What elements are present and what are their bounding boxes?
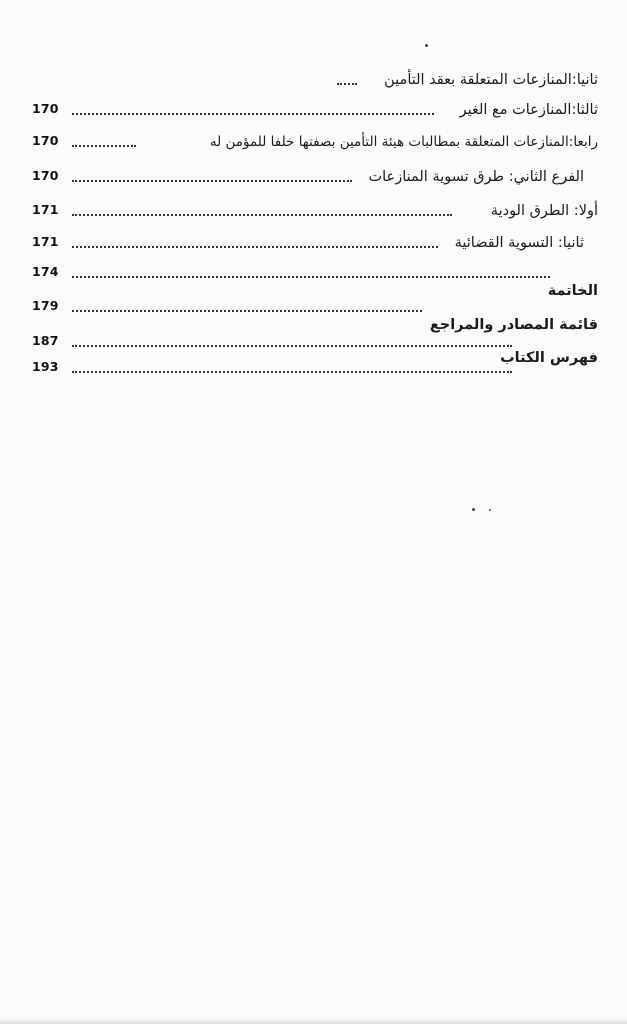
dot-leader bbox=[72, 145, 136, 147]
dot-leader bbox=[72, 276, 550, 278]
stray-mark bbox=[489, 509, 491, 511]
toc-entry bbox=[32, 98, 598, 126]
toc-entry-title: الفرع الثاني: طرق تسوية المنازعات bbox=[368, 169, 584, 185]
dot-leader bbox=[72, 345, 512, 347]
dot-leader bbox=[337, 83, 357, 85]
toc-entry-title: ثانيا:المنازعات المتعلقة بعقد التأمين bbox=[384, 72, 598, 88]
dot-leader bbox=[72, 371, 512, 373]
toc-entry-page: 179 bbox=[32, 298, 59, 313]
toc-entry bbox=[32, 68, 598, 96]
toc-entry bbox=[32, 330, 598, 366]
stray-mark bbox=[425, 44, 428, 47]
toc-entry-page: 187 bbox=[32, 333, 59, 348]
toc-entry-title: ثانيا: التسوية القضائية bbox=[454, 235, 584, 251]
page-bottom-edge bbox=[0, 1018, 627, 1024]
dot-leader bbox=[72, 246, 438, 248]
toc-entry bbox=[32, 130, 598, 158]
toc-entry bbox=[32, 165, 598, 193]
toc-entry-page: 170 bbox=[32, 101, 59, 116]
stray-mark bbox=[472, 508, 475, 511]
toc-entry bbox=[32, 199, 598, 227]
toc-entry-page: 171 bbox=[32, 202, 59, 217]
dot-leader bbox=[72, 310, 422, 312]
toc-entry-title: قائمة المصادر والمراجع bbox=[429, 317, 598, 333]
toc-entry bbox=[32, 261, 598, 299]
toc-entry bbox=[32, 356, 598, 384]
toc-entry-page: 170 bbox=[32, 133, 59, 148]
toc-entry bbox=[32, 295, 598, 333]
toc-entry-page: 174 bbox=[32, 264, 59, 279]
dot-leader bbox=[72, 180, 352, 182]
toc-entry-page: 171 bbox=[32, 234, 59, 249]
dot-leader bbox=[72, 113, 434, 115]
toc-entry-title: رابعا:المنازعات المتعلقة بمطالبات هيئة التأمين بصفتها خلفا للمؤمن له bbox=[209, 134, 598, 150]
toc-entry-title: أولا: الطرق الودية bbox=[490, 203, 598, 219]
toc-entry-title: الخاتمة bbox=[547, 283, 598, 299]
toc-entry-title: فهرس الكتاب bbox=[500, 350, 598, 366]
toc-entry-page: 170 bbox=[32, 168, 59, 183]
dot-leader bbox=[72, 214, 452, 216]
toc-entry bbox=[32, 231, 598, 259]
toc-entry-page: 193 bbox=[32, 359, 59, 374]
toc-entry-title: ثالثا:المنازعات مع الغير bbox=[459, 102, 598, 118]
